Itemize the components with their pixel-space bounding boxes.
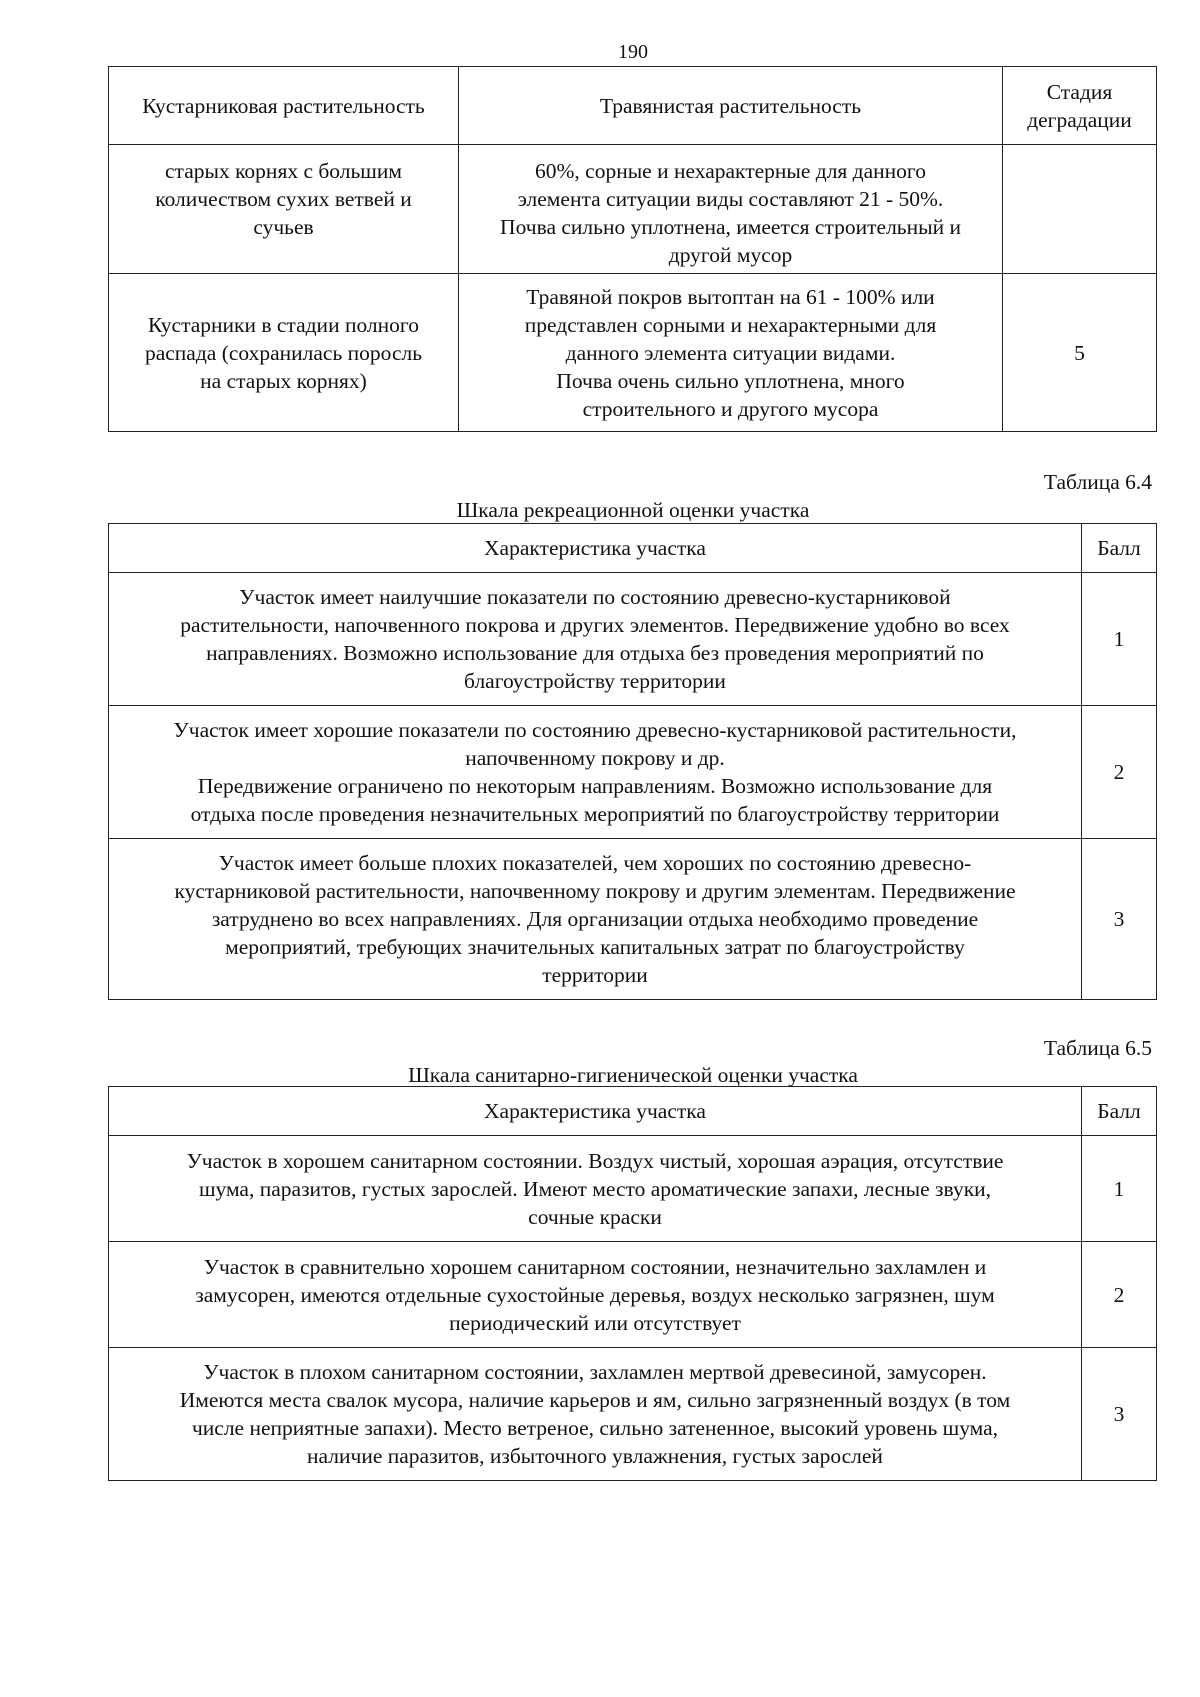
table-6-5-number: Таблица 6.5 (1043, 1036, 1152, 1060)
table-6-5-title: Шкала санитарно-гигиенической оценки участка (408, 1063, 858, 1087)
header-characteristic: Характеристика участка (109, 524, 1082, 573)
cell-characteristic: Участок в плохом санитарном состоянии, захламлен мертвой древесиной, замусорен. Имеются места свалок мусора, наличие карьеров и ям, сильно загрязненный воздух (в том числе неприятные запахи). Место ветреное, сильно затененное, высокий уровень шума, наличие паразитов, избыточного увлажнения, густых зарослей (109, 1348, 1082, 1481)
header-stage: Стадия деградации (1003, 67, 1157, 145)
cell-grass: Травяной покров вытоптан на 61 - 100% или представлен сорными и нехарактерными для данного элемента ситуации видами. Почва очень сильно уплотнена, много строительного и другого мусора (459, 274, 1003, 432)
table-row (109, 706, 1157, 839)
table-6-4 (108, 523, 1157, 1000)
cell-score: 2 (1082, 1242, 1157, 1348)
table-6-5 (108, 1086, 1157, 1481)
table-row (109, 839, 1157, 1000)
cell-grass: 60%, сорные и нехарактерные для данного элемента ситуации виды составляют 21 - 50%. Почва сильно уплотнена, имеется строительный и другой мусор (459, 145, 1003, 274)
table-row (109, 573, 1157, 706)
cell-characteristic: Участок в сравнительно хорошем санитарном состоянии, незначительно захламлен и замусорен, имеются отдельные сухостойные деревья, воздух несколько загрязнен, шум периодический или отсутствует (109, 1242, 1082, 1348)
table-row (109, 145, 1157, 274)
cell-score: 3 (1082, 1348, 1157, 1481)
cell-characteristic: Участок имеет больше плохих показателей, чем хороших по состоянию древесно- кустарниковой растительности, напочвенному покрову и другим элементам. Передвижение затруднено во всех направлениях. Для организации отдыха необходимо проведение мероприятий, требующих значительных капитальных затрат по благоустройству территории (109, 839, 1082, 1000)
table-row (109, 1242, 1157, 1348)
cell-stage: 5 (1003, 274, 1157, 432)
cell-stage (1003, 145, 1157, 274)
table-row (109, 1136, 1157, 1242)
cell-characteristic: Участок в хорошем санитарном состоянии. Воздух чистый, хорошая аэрация, отсутствие шума, паразитов, густых зарослей. Имеют место ароматические запахи, лесные звуки, сочные краски (109, 1136, 1082, 1242)
header-grass: Травянистая растительность (459, 67, 1003, 145)
header-score: Балл (1082, 1087, 1157, 1136)
table-6-4-title: Шкала рекреационной оценки участка (456, 498, 810, 522)
header-shrub: Кустарниковая растительность (109, 67, 459, 145)
table-row (109, 1348, 1157, 1481)
cell-characteristic: Участок имеет хорошие показатели по состоянию древесно-кустарниковой растительности, напочвенному покрову и др. Передвижение ограничено по некоторым направлениям. Возможно использование для отдыха после проведения незначительных мероприятий по благоустройству территории (109, 706, 1082, 839)
cell-score: 2 (1082, 706, 1157, 839)
cell-shrub: старых корнях с большим количеством сухих ветвей и сучьев (109, 145, 459, 274)
table-6-3-continuation (108, 66, 1157, 432)
cell-characteristic: Участок имеет наилучшие показатели по состоянию древесно-кустарниковой растительности, напочвенного покрова и других элементов. Передвижение удобно во всех направлениях. Возможно использование для отдыха без проведения мероприятий по благоустройству территории (109, 573, 1082, 706)
table-6-4-number: Таблица 6.4 (1043, 470, 1152, 494)
table-header-row (109, 1087, 1157, 1136)
cell-score: 1 (1082, 1136, 1157, 1242)
table-header-row (109, 67, 1157, 145)
cell-score: 3 (1082, 839, 1157, 1000)
cell-score: 1 (1082, 573, 1157, 706)
header-characteristic: Характеристика участка (109, 1087, 1082, 1136)
table-row (109, 274, 1157, 432)
header-score: Балл (1082, 524, 1157, 573)
table-header-row (109, 524, 1157, 573)
cell-shrub: Кустарники в стадии полного распада (сохранилась поросль на старых корнях) (109, 274, 459, 432)
page-number: 190 (618, 41, 648, 63)
